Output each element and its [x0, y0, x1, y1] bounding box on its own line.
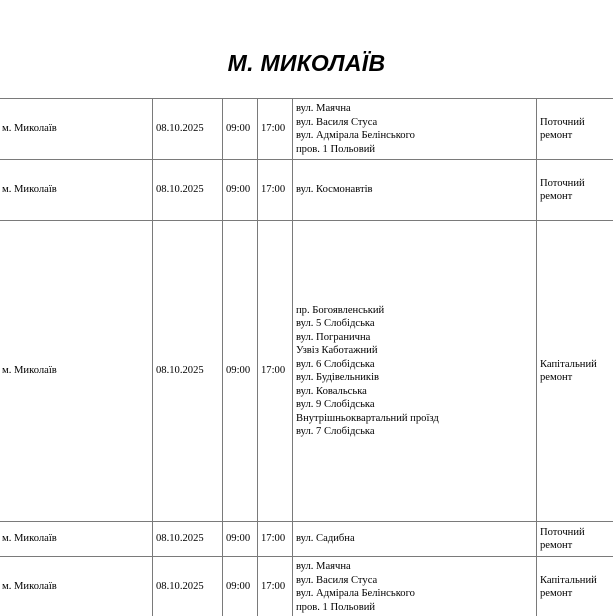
street-name: вул. Космонавтів — [296, 184, 373, 196]
street-name: пров. 1 Польовий — [296, 143, 376, 155]
street-name: вул. Будівельників — [296, 372, 380, 383]
page-title: М. МИКОЛАЇВ — [227, 50, 386, 76]
street-name: вул. Маячна — [296, 561, 351, 572]
outage-schedule-table — [0, 98, 613, 616]
streets-cell — [293, 522, 537, 557]
end-time-cell: 17:00 — [258, 221, 293, 522]
street-name: вул. Адмірала Белінського — [296, 130, 415, 141]
street-name: вул. Василя Стуса — [296, 116, 378, 128]
end-time-cell: 17:00 — [258, 160, 293, 221]
work-type-cell: Капітальний ремонт — [537, 557, 613, 616]
start-time-cell: 09:00 — [223, 522, 258, 557]
city-cell: м. Миколаїв — [0, 522, 153, 557]
street-name: вул. Василя Стуса — [296, 574, 378, 586]
street-name: вул. Адмірала Белінського — [296, 588, 415, 599]
street-name: вул. Погранична — [296, 331, 371, 343]
date-cell: 08.10.2025 — [153, 221, 223, 522]
table-row — [0, 160, 613, 221]
work-type-cell: Поточний ремонт — [537, 522, 613, 557]
start-time-cell: 09:00 — [223, 557, 258, 616]
work-type-cell: Поточний ремонт — [537, 160, 613, 221]
end-time-cell: 17:00 — [258, 557, 293, 616]
streets-cell — [293, 160, 537, 221]
streets-cell — [293, 557, 537, 616]
table-row — [0, 522, 613, 557]
start-time-cell: 09:00 — [223, 99, 258, 160]
streets-cell — [293, 99, 537, 160]
street-name: пр. Богоявленський — [296, 304, 385, 316]
city-cell: м. Миколаїв — [0, 557, 153, 616]
city-cell: м. Миколаїв — [0, 99, 153, 160]
table-row — [0, 221, 613, 522]
end-time-cell: 17:00 — [258, 522, 293, 557]
table-row — [0, 99, 613, 160]
end-time-cell: 17:00 — [258, 99, 293, 160]
street-name: Узвіз Каботажний — [296, 345, 378, 356]
street-name: вул. 9 Слобідська — [296, 399, 375, 410]
date-cell: 08.10.2025 — [153, 99, 223, 160]
street-name: вул. 7 Слобідська — [296, 426, 375, 437]
start-time-cell: 09:00 — [223, 221, 258, 522]
street-name: пров. 1 Польовий — [296, 601, 376, 613]
city-cell: м. Миколаїв — [0, 221, 153, 522]
date-cell: 08.10.2025 — [153, 557, 223, 616]
street-name: вул. 6 Слобідська — [296, 358, 375, 370]
street-name: вул. 5 Слобідська — [296, 318, 375, 329]
date-cell: 08.10.2025 — [153, 522, 223, 557]
city-cell: м. Миколаїв — [0, 160, 153, 221]
street-name: Внутрішньоквартальний проїзд — [296, 412, 439, 424]
start-time-cell: 09:00 — [223, 160, 258, 221]
streets-cell — [293, 221, 537, 522]
street-name: вул. Садибна — [296, 533, 355, 545]
table-row — [0, 557, 613, 616]
street-name: вул. Маячна — [296, 103, 351, 114]
work-type-cell: Капітальний ремонт — [537, 221, 613, 522]
street-name: вул. Ковальська — [296, 385, 367, 397]
date-cell: 08.10.2025 — [153, 160, 223, 221]
work-type-cell: Поточний ремонт — [537, 99, 613, 160]
